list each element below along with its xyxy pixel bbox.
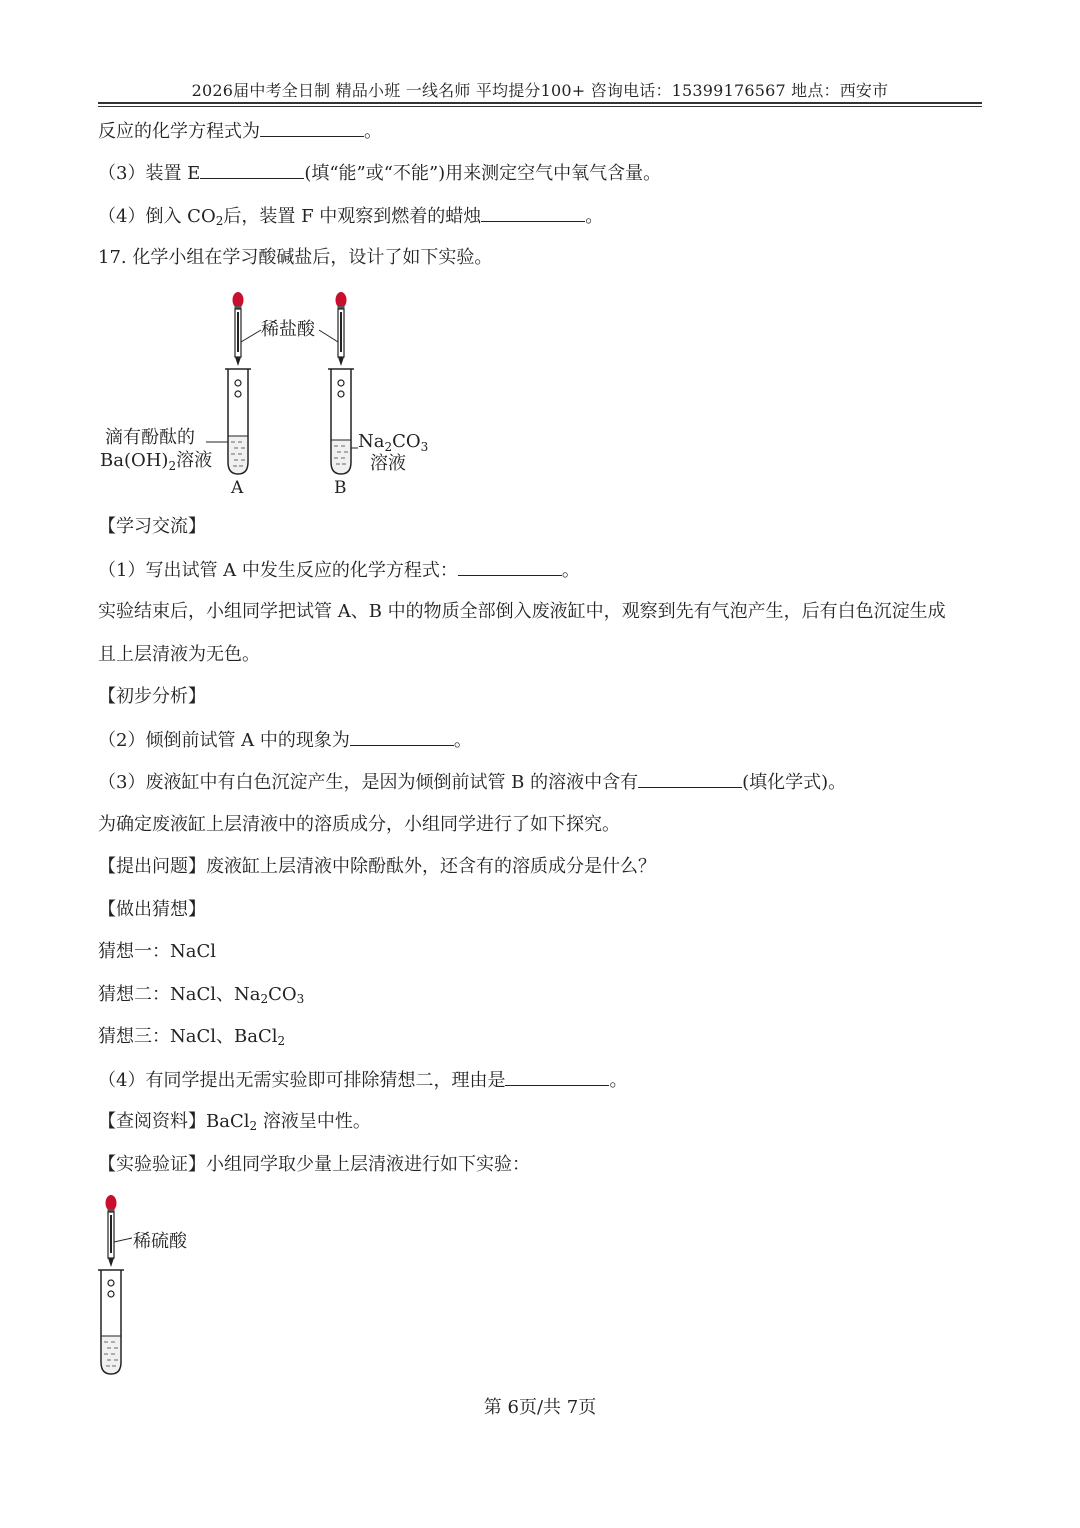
- question-3-precipitate: （3）废液缸中有白色沉淀产生，是因为倾倒前试管 B 的溶液中含有 (填化学式)。: [98, 772, 847, 793]
- experiment-figure-2: [90, 1190, 220, 1380]
- tube-b-letter: B: [334, 478, 347, 498]
- answer-blank[interactable]: [458, 559, 562, 576]
- paragraph-observation-2: 且上层清液为无色。: [98, 644, 260, 665]
- experiment-figure-1: [96, 290, 436, 500]
- acid-leader-line: [319, 330, 338, 342]
- tube-a-label-line1: 滴有酚酞的: [105, 427, 195, 448]
- acid-label-hcl: 稀盐酸: [261, 319, 315, 340]
- guess-three: 猜想三：NaCl、BaCl$_2$: [98, 1026, 286, 1048]
- paragraph-observation-1: 实验结束后，小组同学把试管 A、B 中的物质全部倒入废液缸中，观察到先有气泡产生，后有白色沉淀生成: [98, 601, 946, 622]
- section-preliminary-analysis: 【初步分析】: [98, 686, 206, 707]
- question-17-title: 17. 化学小组在学习酸碱盐后，设计了如下实验。: [98, 247, 493, 268]
- dropper-b-icon: [336, 292, 347, 366]
- paragraph-investigation: 为确定废液缸上层清液中的溶质成分，小组同学进行了如下探究。: [98, 814, 620, 835]
- section-raise-question: 【提出问题】废液缸上层清液中除酚酞外，还含有的溶质成分是什么？: [98, 856, 656, 877]
- question-2-phenomenon: （2）倾倒前试管 A 中的现象为 。: [98, 730, 472, 751]
- header-rule: [98, 102, 982, 104]
- guess-one: 猜想一：NaCl: [98, 941, 217, 962]
- acid-label-h2so4: 稀硫酸: [133, 1231, 187, 1252]
- guess-two: 猜想二：NaCl、$Na_2CO_3$: [98, 984, 305, 1006]
- dropper-c-icon: [106, 1195, 117, 1267]
- tube-b-label-line2: 溶液: [370, 453, 406, 474]
- answer-blank[interactable]: [350, 729, 454, 746]
- tube-a-letter: A: [231, 478, 244, 498]
- test-tube-b-icon: [328, 369, 354, 474]
- section-experiment-verify: 【实验验证】小组同学取少量上层清液进行如下实验：: [98, 1154, 530, 1175]
- test-tube-a-icon: [225, 369, 251, 474]
- tube-b-label-line1: $Na_2CO_3$: [358, 431, 429, 454]
- page-header: 2026届中考全日制 精品小班 一线名师 平均提分100+ 咨询电话：15399176567 地点：西安市: [191, 81, 889, 100]
- tube-a-label-line2: $Ba(OH)_2$溶液: [100, 450, 213, 473]
- answer-blank[interactable]: [638, 771, 742, 788]
- section-make-guess: 【做出猜想】: [98, 899, 206, 920]
- section-study-exchange: 【学习交流】: [98, 516, 206, 537]
- header-rule-thin: [98, 106, 982, 107]
- question-4-reason: （4）有同学提出无需实验即可排除猜想二，理由是 。: [98, 1070, 628, 1091]
- page-footer: 第 6页/共 7页: [483, 1397, 597, 1418]
- acid-leader-line: [241, 330, 261, 342]
- answer-blank[interactable]: [260, 120, 364, 137]
- dropper-a-icon: [233, 292, 244, 366]
- answer-line-equation: 反应的化学方程式为 。: [98, 121, 382, 142]
- section-consult-data: 【查阅资料】BaCl$_2$ 溶液呈中性。: [98, 1111, 371, 1133]
- answer-blank[interactable]: [505, 1069, 609, 1086]
- answer-blank[interactable]: [200, 162, 304, 179]
- test-tube-c-icon: [98, 1270, 124, 1374]
- question-4-candle: （4）倒入 $CO_2$后，装置 F 中观察到燃着的蜡烛 。: [98, 206, 604, 228]
- answer-blank[interactable]: [481, 205, 585, 222]
- question-1-equation: （1）写出试管 A 中发生反应的化学方程式： 。: [98, 560, 580, 581]
- acid-leader-line: [114, 1238, 132, 1242]
- question-3-device-e: （3）装置 E (填“能”或“不能”)用来测定空气中氧气含量。: [98, 163, 662, 184]
